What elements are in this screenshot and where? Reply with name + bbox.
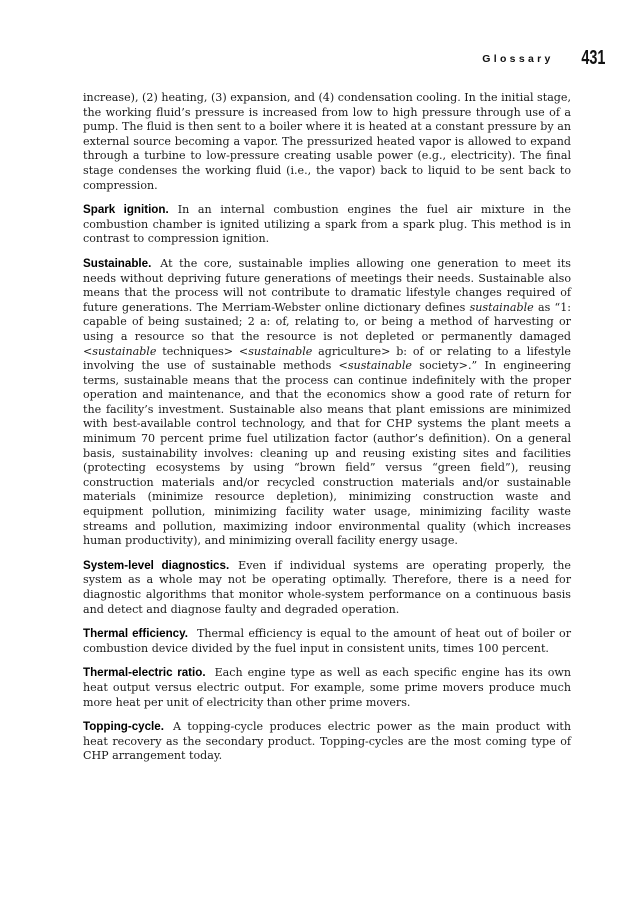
glossary-term: Sustainable. — [83, 256, 152, 270]
definition-text: At the core, sustainable implies allowing one generation to meet its needs without depriving future generations of meetings their needs. Sustainable also means that the process will not contribute to dramatic lifestyle changes required of future generations. The Merriam-Webster online dictionary defines — [83, 256, 571, 314]
section-title: Glossary — [482, 53, 554, 65]
glossary-term: Thermal-electric ratio. — [83, 666, 206, 680]
italic-term: sustainable — [92, 344, 157, 358]
italic-term: sustainable — [347, 359, 412, 373]
glossary-term: Thermal efficiency. — [83, 627, 188, 641]
glossary-body — [83, 91, 571, 774]
definition-text: agriculture> b: of or relating to a lifestyle involving the use of sustainable methods < — [83, 344, 571, 373]
glossary-definition: Each engine type as well as each specific engine has its own heat output versus electric output. For example, some prime movers produce much more heat per unit of electricity than other prime movers. — [83, 666, 572, 709]
running-head — [482, 46, 605, 68]
definition-text: techniques> < — [156, 344, 249, 358]
italic-term: sustainable — [248, 344, 313, 358]
page-number: 431 — [580, 47, 605, 69]
glossary-entry-sustainable — [83, 257, 571, 549]
glossary-term: Topping-cycle. — [83, 720, 164, 734]
glossary-definition: Thermal efficiency is equal to the amount of heat out of boiler or combustion device divided by the fuel input in consistent units, times 100 percent. — [83, 627, 571, 655]
glossary-entry-spark-ignition — [83, 203, 571, 247]
definition-text: society>.” In engineering terms, sustainable means that the process can continue indefinitely with the proper operation and maintenance, and that the economics show a good rate of return for the facility’s investment. Sustainable also means that plant emissions are minimized with best-available control technology, and that for CHP systems the plant meets a minimum 70 percent prime fuel utilization factor (author’s definition). On a general basis, sustainability involves: cleaning up and reusing existing sites and facilities (protecting ecosystems by using “brown field” versus “green field”), reusing construction materials and/or recycled construction materials and/or sustainable materials (minimize resource depletion), minimizing construction waste and equipment pollution, minimizing facility water usage, minimizing facility waste streams and pollution, maximizing indoor environmental quality (which increases human productivity), and minimizing overall facility energy usage. — [83, 359, 571, 548]
glossary-definition: A topping-cycle produces electric power as the main product with heat recovery as the secondary product. Topping-cycles are the most coming type of CHP arrangement today. — [83, 720, 571, 763]
glossary-entry-thermal-electric-ratio — [83, 666, 571, 710]
italic-term: sustainable — [469, 300, 534, 314]
glossary-entry-system-level-diagnostics — [83, 559, 571, 617]
glossary-term: Spark ignition. — [83, 203, 169, 217]
glossary-definition: In an internal combustion engines the fuel air mixture in the combustion chamber is ignited utilizing a spark from a spark plug. This method is in contrast to compression ignition. — [83, 203, 571, 246]
glossary-definition: Even if individual systems are operating properly, the system as a whole may not be operating optimally. Therefore, there is a need for diagnostic algorithms that monitor whole-system performance on a continuous basis and detect and diagnose faulty and degraded operation. — [83, 558, 571, 616]
glossary-term: System-level diagnostics. — [83, 558, 230, 572]
definition-text: as “1: capable of being sustained; 2 a: of, relating to, or being a method of harvesting or using a resource so that the resource is not depleted or permanently damaged < — [83, 300, 572, 358]
glossary-entry-thermal-efficiency — [83, 627, 571, 656]
continued-paragraph: increase), (2) heating, (3) expansion, and (4) condensation cooling. In the initial stage, the working fluid’s pressure is increased from low to high pressure through use of a pump. The fluid is then sent to a boiler where it is heated at a constant pressure by an external source becoming a vapor. The pressurized heated vapor is allowed to expand through a turbine to low-pressure creating usable power (e.g., electricity). The final stage condenses the working fluid (i.e., the vapor) back to liquid to be sent back to compression. — [83, 91, 571, 192]
glossary-entry-topping-cycle — [83, 720, 571, 764]
